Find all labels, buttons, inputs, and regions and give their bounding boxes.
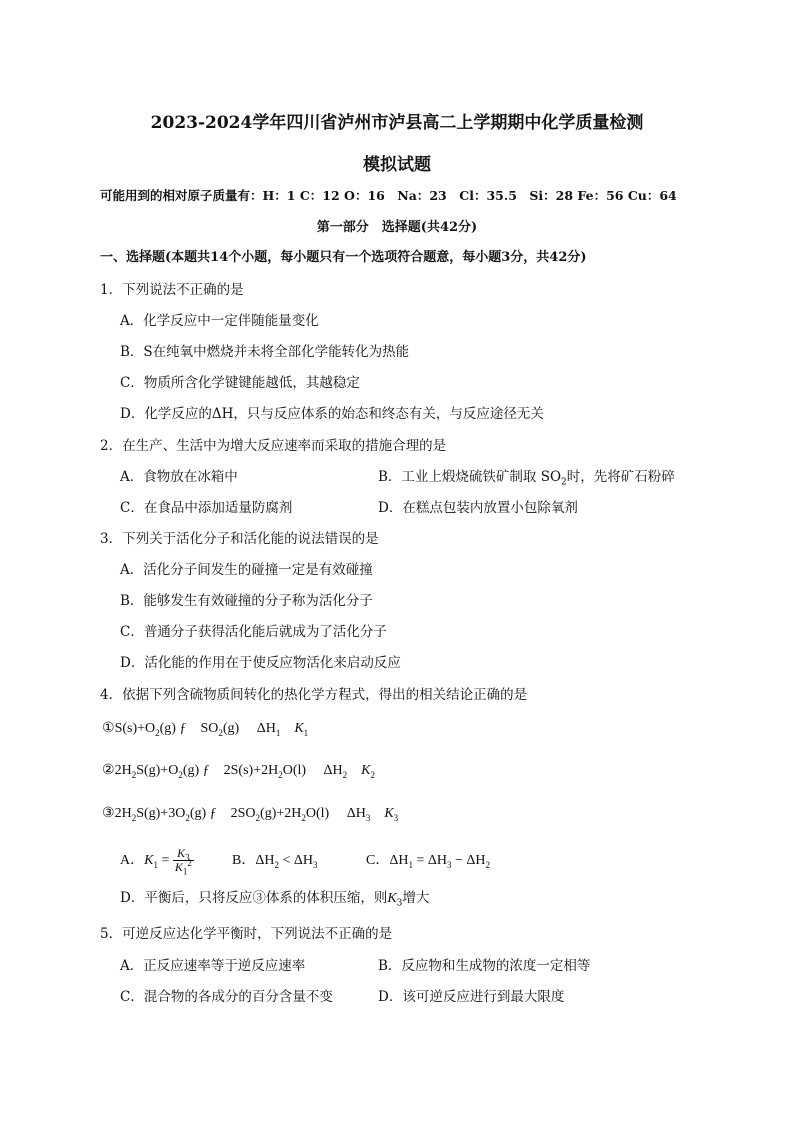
q5-option-c: C．混合物的各成分的百分含量不变 (120, 989, 333, 1005)
q2-option-d: D．在糕点包装内放置小包除氧剂 (378, 500, 578, 516)
q3-option-c: C．普通分子获得活化能后就成为了活化分子 (120, 624, 387, 640)
part-title: 第一部分 选择题(共42分) (316, 220, 478, 235)
q1-option-b: B．S在纯氧中燃烧并未将全部化学能转化为热能 (120, 344, 410, 360)
q4-option-c: C．$\Delta H_1 = \Delta H_3 - \Delta H_2$ (366, 853, 490, 870)
doc-title-line2: 模拟试题 (363, 155, 431, 175)
q2-option-c: C．在食品中添加适量防腐剂 (120, 500, 293, 516)
q5-option-d: D．该可逆反应进行到最大限度 (378, 989, 565, 1005)
q4-option-a-fraction: $\frac{K_3}{K_1^2}$ (174, 846, 192, 877)
q4-stem: 4．依据下列含硫物质间转化的热化学方程式，得出的相关结论正确的是 (100, 687, 528, 703)
q5-option-b: B．反应物和生成物的浓度一定相等 (378, 958, 591, 974)
doc-title-line1: 2023-2024学年四川省泸州市泸县高二上学期期中化学质量检测 (150, 113, 644, 133)
atomic-masses: 可能用到的相对原子质量有：H：1 C：12 O：16 Na：23 Cl：35.5 Si：28 Fe：56 Cu：64 (100, 188, 677, 203)
q4-equation-1: $①S(s)+O_2(g)$ ƒ $SO_2(g)$ $\Delta H_1$ $K_1$ (102, 721, 309, 738)
q4-option-b: B．$\Delta H_2 < \Delta H_3$ (232, 853, 318, 870)
q4-option-d: D．平衡后，只将反应③体系的体积压缩，则$K_3$增大 (120, 890, 430, 909)
q2-stem: 2．在生产、生活中为增大反应速率而采取的措施合理的是 (100, 438, 447, 454)
q1-stem: 1．下列说法不正确的是 (100, 282, 244, 298)
q4-option-a: A．$K_1$ = $\frac{K_3}{K_1^2}$ (120, 846, 192, 877)
q2-option-b: B．工业上煅烧硫铁矿制取 $SO_2$时，先将矿石粉碎 (378, 469, 675, 488)
q1-option-d: D．化学反应的ΔH，只与反应体系的始态和终态有关，与反应途径无关 (120, 406, 544, 422)
q4-equation-2: $②2H_2S(g)+O_2(g)$ ƒ $2S(s)+2H_2O(l)$ $\Delta H_2$ $K_2$ (102, 763, 375, 780)
q1-option-c: C．物质所含化学键键能越低，其越稳定 (120, 375, 360, 391)
q5-option-a: A．正反应速率等于逆反应速率 (120, 958, 306, 974)
q1-option-a: A．化学反应中一定伴随能量变化 (120, 313, 319, 329)
q3-option-a: A．活化分子间发生的碰撞一定是有效碰撞 (120, 562, 373, 578)
q4-equation-3: $③2H_2S(g)+3O_2(g)$ ƒ $2SO_2(g)+2H_2O(l)$ $\Delta H_3$ $K_3$ (102, 806, 399, 823)
q3-stem: 3．下列关于活化分子和活化能的说法错误的是 (100, 531, 379, 547)
q3-option-d: D．活化能的作用在于使反应物活化来启动反应 (120, 655, 401, 671)
q3-option-b: B．能够发生有效碰撞的分子称为活化分子 (120, 593, 373, 609)
q2-option-a: A．食物放在冰箱中 (120, 469, 238, 485)
q5-stem: 5．可逆反应达化学平衡时，下列说法不正确的是 (100, 926, 393, 942)
section-title: 一、选择题(本题共14个小题，每小题只有一个选项符合题意，每小题3分，共42分) (100, 250, 587, 265)
